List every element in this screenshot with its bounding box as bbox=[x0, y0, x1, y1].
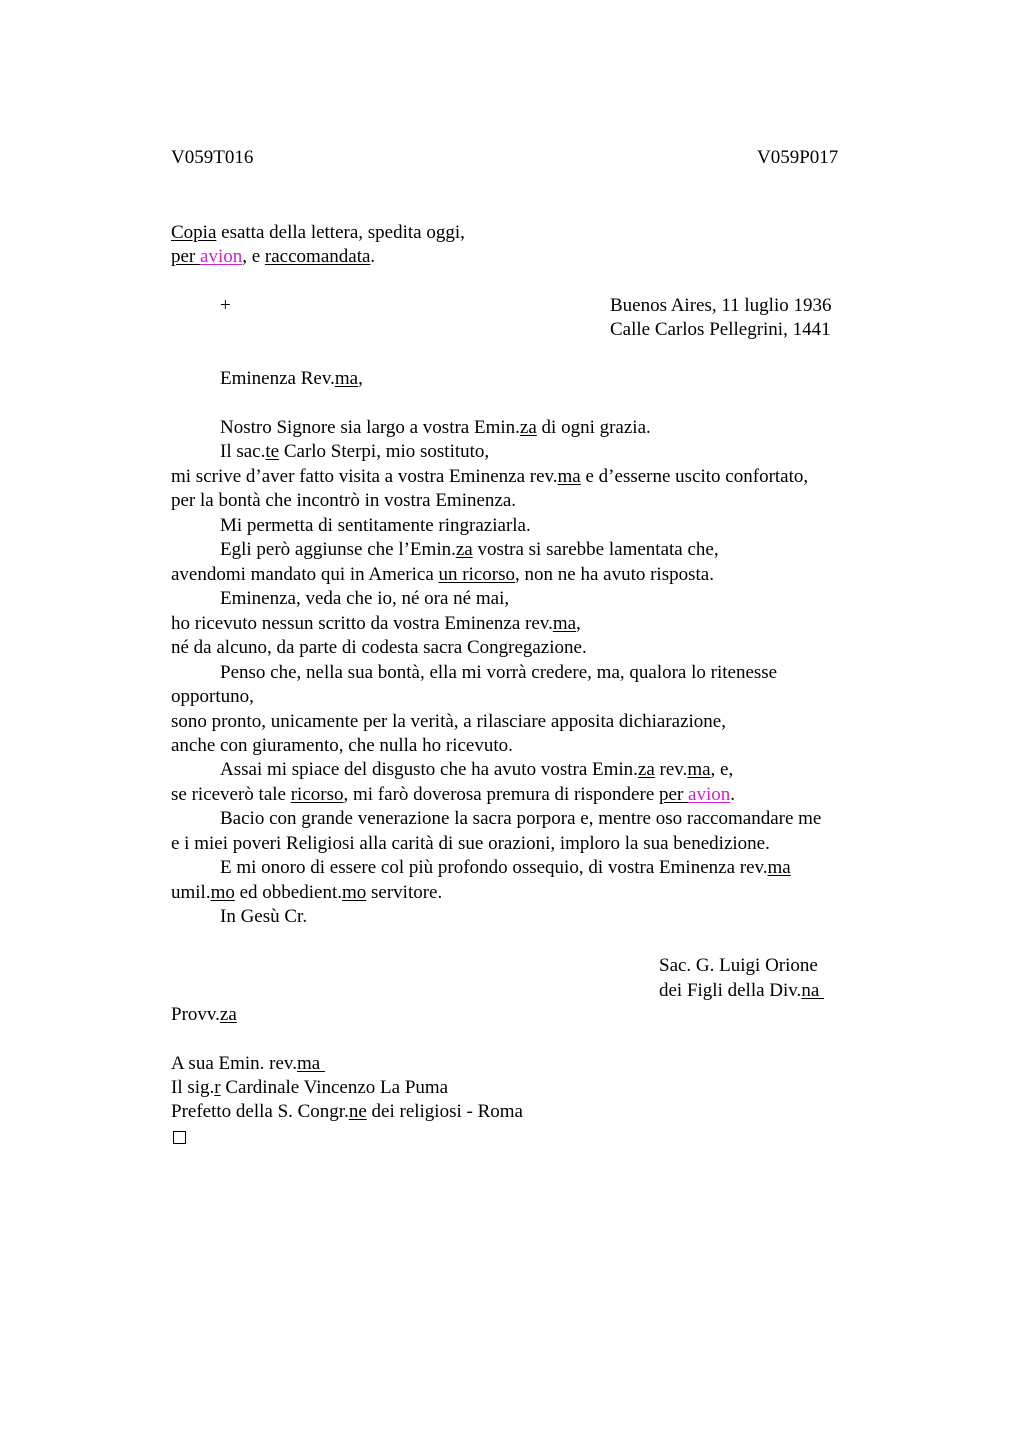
intro-line-2: per avion, e raccomandata. bbox=[171, 246, 376, 267]
body-line-2: Il sac.te Carlo Sterpi, mio sostituto, bbox=[220, 441, 490, 462]
body-line-21: In Gesù Cr. bbox=[220, 906, 308, 927]
recipient-line-2: Il sig.r Cardinale Vincenzo La Puma bbox=[171, 1077, 449, 1098]
intro-line-1: Copia esatta della lettera, spedita oggi, bbox=[171, 222, 465, 243]
body-line-19: E mi onoro di essere col più profondo ossequio, di vostra Eminenza rev.ma bbox=[220, 857, 791, 878]
provvidenza-line: Provv.za bbox=[171, 1004, 237, 1025]
body-line-4: per la bontà che incontrò in vostra Eminenza. bbox=[171, 490, 517, 511]
end-box-icon bbox=[173, 1128, 186, 1150]
body-line-11: Penso che, nella sua bontà, ella mi vorrà credere, ma, qualora lo ritenesse bbox=[220, 662, 778, 683]
signature-name: Sac. G. Luigi Orione bbox=[659, 955, 818, 976]
cross-symbol: + bbox=[220, 295, 231, 316]
sender-address: Calle Carlos Pellegrini, 1441 bbox=[610, 319, 831, 340]
recipient-line-1: A sua Emin. rev.ma bbox=[171, 1053, 325, 1074]
salutation: Eminenza Rev.ma, bbox=[220, 368, 363, 389]
body-line-20: umil.mo ed obbedient.mo servitore. bbox=[171, 882, 443, 903]
body-line-8: Eminenza, veda che io, né ora né mai, bbox=[220, 588, 510, 609]
left-document-code: V059T016 bbox=[171, 147, 254, 168]
recipient-line-3: Prefetto della S. Congr.ne dei religiosi - Roma bbox=[171, 1101, 523, 1122]
body-line-18: e i miei poveri Religiosi alla carità di sue orazioni, imploro la sua benedizione. bbox=[171, 833, 770, 854]
body-line-12: opportuno, bbox=[171, 686, 254, 707]
body-line-9: ho ricevuto nessun scritto da vostra Eminenza rev.ma, bbox=[171, 613, 581, 634]
place-date: Buenos Aires, 11 luglio 1936 bbox=[610, 295, 832, 316]
body-line-6: Egli però aggiunse che l’Emin.za vostra si sarebbe lamentata che, bbox=[220, 539, 719, 560]
right-document-code: V059P017 bbox=[757, 147, 839, 168]
body-line-3: mi scrive d’aver fatto visita a vostra Eminenza rev.ma e d’esserne uscito confortato, bbox=[171, 466, 809, 487]
body-line-5: Mi permetta di sentitamente ringraziarla. bbox=[220, 515, 531, 536]
body-line-13: sono pronto, unicamente per la verità, a rilasciare apposita dichiarazione, bbox=[171, 711, 726, 732]
body-line-10: né da alcuno, da parte di codesta sacra Congregazione. bbox=[171, 637, 587, 658]
body-line-17: Bacio con grande venerazione la sacra porpora e, mentre oso raccomandare me bbox=[220, 808, 822, 829]
body-line-7: avendomi mandato qui in America un ricorso, non ne ha avuto risposta. bbox=[171, 564, 714, 585]
signature-order: dei Figli della Div.na bbox=[659, 980, 824, 1001]
body-line-15: Assai mi spiace del disgusto che ha avuto vostra Emin.za rev.ma, e, bbox=[220, 759, 734, 780]
body-line-14: anche con giuramento, che nulla ho ricevuto. bbox=[171, 735, 513, 756]
body-line-1: Nostro Signore sia largo a vostra Emin.za di ogni grazia. bbox=[220, 417, 651, 438]
body-line-16: se riceverò tale ricorso, mi farò doverosa premura di rispondere per avion. bbox=[171, 784, 735, 805]
